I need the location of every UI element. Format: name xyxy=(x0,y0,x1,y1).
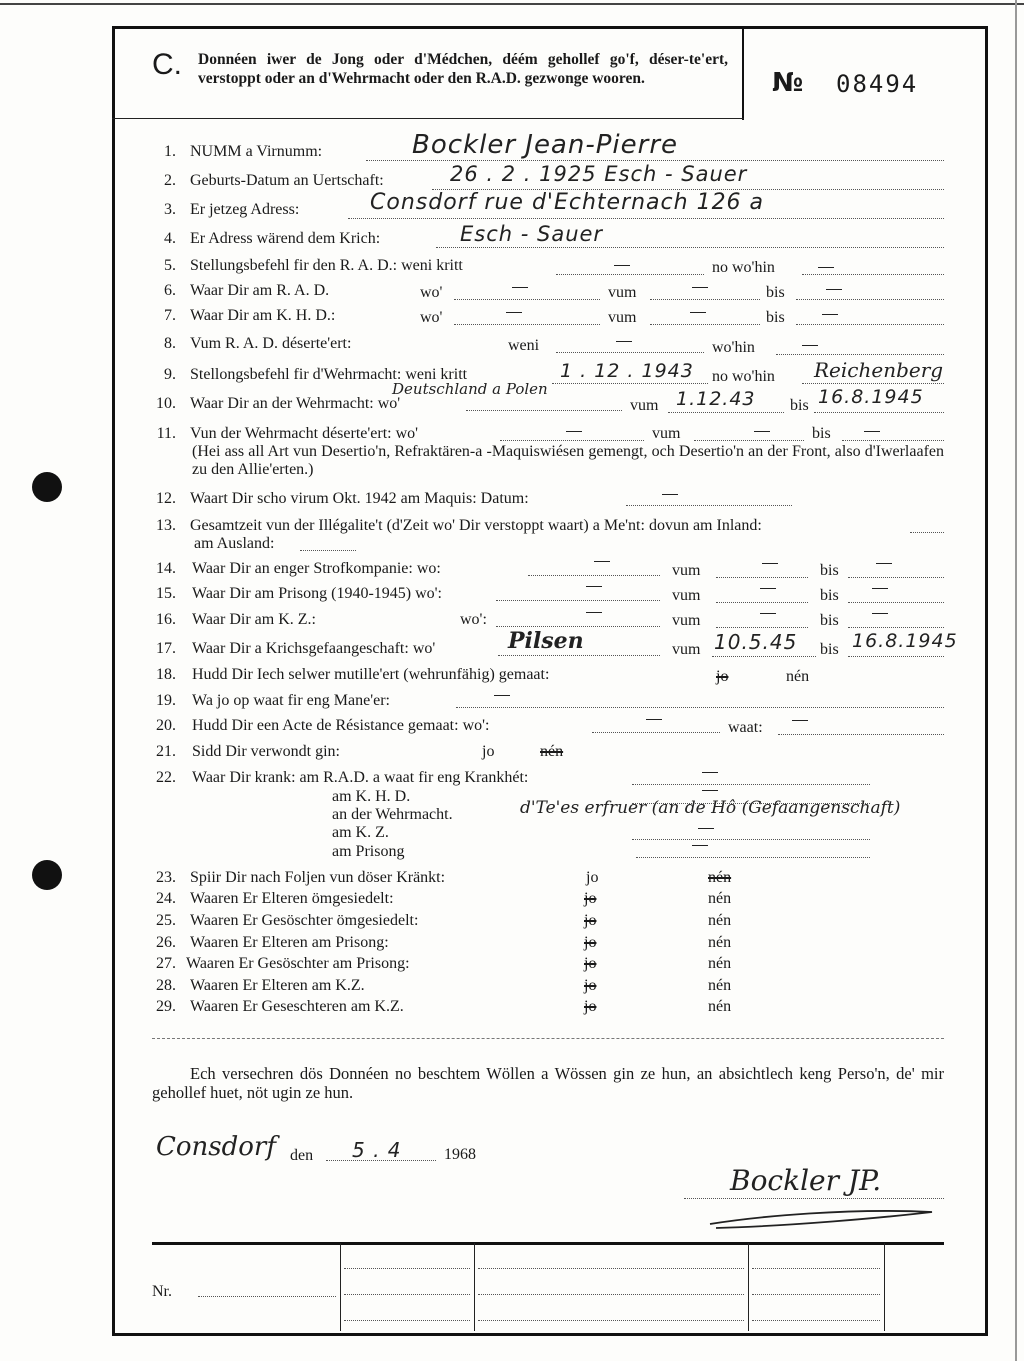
dash-mark xyxy=(864,431,880,432)
dash-mark xyxy=(872,613,888,614)
wehrmacht-destination-label: no wo'hin xyxy=(712,368,775,385)
signature-year: 1968 xyxy=(444,1146,476,1163)
footer-dotted-line xyxy=(478,1268,744,1269)
footer-dotted-line xyxy=(478,1294,744,1295)
row-number: 4. xyxy=(164,230,176,247)
dash-mark xyxy=(586,612,602,613)
row-number: 22. xyxy=(156,769,176,786)
no-option: nén xyxy=(708,998,732,1015)
footer-dotted-line xyxy=(752,1320,880,1321)
wehrmacht-where-line xyxy=(466,410,622,411)
dash-mark xyxy=(494,695,510,696)
dash-mark xyxy=(594,561,610,562)
no-option: nén xyxy=(786,668,810,685)
parents-kz-label: Waaren Er Elteren am K.Z. xyxy=(190,977,365,994)
resistance-label: Hudd Dir een Acte de Résistance gemaat: wo': xyxy=(192,717,490,734)
row-number: 29. xyxy=(156,998,176,1015)
until-line xyxy=(848,627,944,628)
footer-dotted-line xyxy=(344,1294,470,1295)
dash-mark xyxy=(802,345,818,346)
rad-desertion-label: Vum R. A. D. déserte'ert: xyxy=(190,335,352,352)
header-text: Donnéen iwer de Jong oder d'Médchen, déém gehollef go'f, déser-te'ert, verstoppt oder an d'Wehrmacht oder den R.A.D. gezwonge wooren. xyxy=(198,51,728,87)
den-label: den xyxy=(290,1147,314,1164)
mutilation-manner-line xyxy=(456,707,944,708)
signature: Bockler JP. xyxy=(730,1164,882,1197)
where-line xyxy=(500,440,644,441)
address-value: Consdorf rue d'Echternach 126 a xyxy=(370,190,765,215)
birth-value: 26 . 2 . 1925 Esch - Sauer xyxy=(450,162,748,186)
declaration-separator xyxy=(152,1038,944,1039)
nr-line xyxy=(198,1296,336,1297)
address-line xyxy=(348,218,944,219)
resistance-what-line xyxy=(778,734,944,735)
until-line xyxy=(796,299,944,300)
until-label: bis xyxy=(812,425,831,442)
from-label: vum xyxy=(672,612,701,629)
punishment-company-label: Waar Dir an enger Strofkompanie: wo: xyxy=(192,560,441,577)
dash-mark xyxy=(698,828,714,829)
footer-divider xyxy=(748,1243,749,1331)
footer-dotted-line xyxy=(752,1268,880,1269)
until-line xyxy=(848,602,944,603)
dash-mark xyxy=(822,314,838,315)
from-line xyxy=(712,656,816,657)
sick-prison-line xyxy=(636,857,870,858)
where-line xyxy=(498,655,660,656)
resistance-where-line xyxy=(592,732,720,733)
number-symbol: № xyxy=(772,68,804,98)
declaration-text: Ech versechren dös Donnéen no beschtem Wöllen a Wössen gin ze hun, an absichtlech keng Perso'n, de' mir gehollef huet, nöt ugin ze hun. xyxy=(152,1064,944,1102)
row-number: 18. xyxy=(156,666,176,683)
row-number: 26. xyxy=(156,934,176,951)
row-number: 1. xyxy=(164,143,176,160)
no-option: nén xyxy=(708,955,732,972)
from-line xyxy=(716,602,808,603)
until-label: bis xyxy=(820,612,839,629)
yes-option-struck: jo xyxy=(716,668,729,685)
name-value: Bockler Jean-Pierre xyxy=(412,130,678,160)
row-number: 23. xyxy=(156,869,176,886)
wehrmacht-where-value: Deutschland a Polen xyxy=(392,380,548,398)
row-number: 19. xyxy=(156,692,176,709)
row-number: 13. xyxy=(156,517,176,534)
yes-option-struck: jo xyxy=(584,955,597,972)
signature-flourish xyxy=(700,1198,940,1232)
until-label: bis xyxy=(790,397,809,414)
footer-dotted-line xyxy=(344,1320,470,1321)
from-line xyxy=(716,577,808,578)
dash-mark xyxy=(692,845,708,846)
destination-line xyxy=(776,354,944,355)
where-label: wo': xyxy=(460,611,487,628)
row-number: 12. xyxy=(156,490,176,507)
siblings-resettled-label: Waaren Er Gesöschter ömgesiedelt: xyxy=(190,912,419,929)
row-number: 10. xyxy=(156,395,176,412)
war-address-label: Er Adress wärend dem Krich: xyxy=(190,230,381,247)
inland-line xyxy=(910,532,944,533)
self-mutilation-label: Hudd Dir Iech selwer mutille'ert (wehrunfähig) gemaat: xyxy=(192,666,550,683)
dash-mark xyxy=(760,613,776,614)
where-line xyxy=(454,324,600,325)
row-number: 3. xyxy=(164,201,176,218)
rad-destination-line xyxy=(802,274,944,275)
rad-destination-label: no wo'hin xyxy=(712,259,775,276)
maquis-line xyxy=(626,505,792,506)
wounded-label: Sidd Dir verwondt gin: xyxy=(192,743,340,760)
siblings-kz-label: Waaren Er Geseschteren am K.Z. xyxy=(190,998,404,1015)
wehrmacht-until-value: 16.8.1945 xyxy=(818,386,924,408)
rad-order-line xyxy=(556,274,704,275)
punch-hole-bottom xyxy=(32,860,62,890)
name-label: NUMM a Virnumm: xyxy=(190,143,323,160)
row-number: 2. xyxy=(164,172,176,189)
dash-mark xyxy=(762,563,778,564)
khd-service-label: Waar Dir am K. H. D.: xyxy=(190,307,336,324)
rad-service-label: Waar Dir am R. A. D. xyxy=(190,282,330,299)
mutilation-manner-label: Wa jo op waat fir eng Mane'er: xyxy=(192,692,390,709)
prison-label: Waar Dir am Prisong (1940-1945) wo': xyxy=(192,585,442,602)
row-number: 11. xyxy=(156,425,176,442)
from-label: vum xyxy=(630,397,659,414)
until-line xyxy=(814,412,944,413)
wehrmacht-order-date: 1 . 12 . 1943 xyxy=(560,360,694,382)
until-line xyxy=(842,440,944,441)
header-bottom-rule xyxy=(112,118,744,119)
punch-hole-top xyxy=(32,472,62,502)
war-address-value: Esch - Sauer xyxy=(460,222,604,246)
until-label: bis xyxy=(766,284,785,301)
until-label: bis xyxy=(820,562,839,579)
row-number: 15. xyxy=(156,585,176,602)
sick-kz-line xyxy=(632,839,870,840)
footer-divider xyxy=(340,1243,341,1331)
from-label: vum xyxy=(608,309,637,326)
wehrmacht-desertion-label: Vun der Wehrmacht déserte'ert: wo' xyxy=(190,425,419,442)
sick-label: Waar Dir krank: am R.A.D. a waat fir eng Krankhét: xyxy=(192,769,529,786)
dash-mark xyxy=(662,494,678,495)
dash-mark xyxy=(566,431,582,432)
sick-khd-label: am K. H. D. xyxy=(332,788,411,805)
captivity-until-value: 16.8.1945 xyxy=(852,630,958,652)
birth-label: Geburts-Datum an Uertschaft: xyxy=(190,172,384,189)
wehrmacht-from-value: 1.12.43 xyxy=(676,388,756,410)
rad-order-label: Stellungsbefehl fir den R. A. D.: weni kritt xyxy=(190,257,463,274)
row-number: 25. xyxy=(156,912,176,929)
destination-label: wo'hin xyxy=(712,339,755,356)
header-separator xyxy=(742,26,744,120)
yes-option: jo xyxy=(586,869,599,886)
row-number: 28. xyxy=(156,977,176,994)
footer-divider xyxy=(474,1243,475,1331)
dash-mark xyxy=(702,772,718,773)
signature-place: Consdorf xyxy=(156,1132,276,1162)
illness-consequences-label: Spiir Dir nach Foljen vun döser Kränkt: xyxy=(190,869,446,886)
from-label: vum xyxy=(672,587,701,604)
where-label: wo' xyxy=(420,309,443,326)
dash-mark xyxy=(692,287,708,288)
kz-label: Waar Dir am K. Z.: xyxy=(192,611,316,628)
dash-mark xyxy=(818,267,834,268)
row-number: 21. xyxy=(156,743,176,760)
siblings-prison-label: Waaren Er Gesöschter am Prisong: xyxy=(186,955,410,972)
from-label: vum xyxy=(672,641,701,658)
signature-date: 5 . 4 xyxy=(352,1138,402,1162)
footer-dotted-line xyxy=(478,1320,744,1321)
wehrmacht-destination-line xyxy=(802,383,944,384)
dash-mark xyxy=(754,431,770,432)
wehrmacht-service-label: Waar Dir an der Wehrmacht: wo' xyxy=(190,395,401,412)
until-line xyxy=(848,656,944,657)
from-label: vum xyxy=(608,284,637,301)
scan-top-edge xyxy=(0,3,1024,5)
from-line xyxy=(716,627,808,628)
sick-wehrmacht-value: d'Te'es erfruer (an de Hô (Gefaangenschaft) xyxy=(520,798,901,818)
footer-dotted-line xyxy=(752,1294,880,1295)
maquis-label: Waart Dir scho virum Okt. 1942 am Maquis: Datum: xyxy=(190,490,529,507)
from-line xyxy=(668,412,784,413)
dash-mark xyxy=(614,265,630,266)
row-number: 9. xyxy=(164,366,176,383)
yes-option-struck: jo xyxy=(584,890,597,907)
from-line xyxy=(694,440,804,441)
sick-prison-label: am Prisong xyxy=(332,843,405,860)
war-address-line xyxy=(436,247,944,248)
no-option: nén xyxy=(708,912,732,929)
no-option-struck: nén xyxy=(540,743,564,760)
until-line xyxy=(796,324,944,325)
until-label: bis xyxy=(820,587,839,604)
row-number: 20. xyxy=(156,717,176,734)
wehrmacht-order-line xyxy=(552,383,708,384)
footer-top-rule xyxy=(152,1242,944,1245)
dash-mark xyxy=(876,563,892,564)
form-number: 08494 xyxy=(836,70,919,98)
dash-mark xyxy=(760,588,776,589)
yes-option-struck: jo xyxy=(584,977,597,994)
no-option: nén xyxy=(708,934,732,951)
dash-mark xyxy=(792,720,808,721)
yes-option-struck: jo xyxy=(584,934,597,951)
nr-label: Nr. xyxy=(152,1283,172,1300)
sick-rad-line xyxy=(632,784,870,785)
row-number: 24. xyxy=(156,890,176,907)
parents-prison-label: Waaren Er Elteren am Prisong: xyxy=(190,934,389,951)
row-number: 7. xyxy=(164,307,176,324)
no-option: nén xyxy=(708,977,732,994)
wehrmacht-order-label: Stellongsbefehl fir d'Wehrmacht: weni kritt xyxy=(190,366,468,383)
sick-wehrmacht-label: an der Wehrmacht. xyxy=(332,806,453,823)
dash-mark xyxy=(690,312,706,313)
dash-mark xyxy=(702,790,718,791)
until-line xyxy=(848,577,944,578)
dash-mark xyxy=(872,588,888,589)
row-number: 16. xyxy=(156,611,176,628)
row-number: 17. xyxy=(156,640,176,657)
from-label: vum xyxy=(652,425,681,442)
abroad-label: am Ausland: xyxy=(194,535,275,552)
abroad-line xyxy=(300,550,356,551)
sick-kz-label: am K. Z. xyxy=(332,824,389,841)
where-line xyxy=(528,575,660,576)
captivity-from-value: 10.5.45 xyxy=(714,630,798,654)
row-number: 6. xyxy=(164,282,176,299)
until-label: bis xyxy=(766,309,785,326)
dash-mark xyxy=(616,341,632,342)
when-line xyxy=(556,352,704,353)
dash-mark xyxy=(586,586,602,587)
form-letter: C. xyxy=(152,48,182,81)
yes-option: jo xyxy=(482,743,495,760)
dash-mark xyxy=(512,287,528,288)
address-label: Er jetzeg Adress: xyxy=(190,201,300,218)
desertion-note: (Hei ass all Art vun Desertio'n, Refraktären-a -Maquiswiésen gemengt, och Desertio'n an der Front, also d'Iwerlaafen zu den Allie'erten.) xyxy=(192,443,944,478)
row-number: 8. xyxy=(164,335,176,352)
row-number: 14. xyxy=(156,560,176,577)
from-line xyxy=(650,299,760,300)
no-option-struck: nén xyxy=(708,869,732,886)
scan-right-edge xyxy=(1015,0,1017,1361)
footer-dotted-line xyxy=(344,1268,470,1269)
when-label: weni xyxy=(508,337,540,354)
where-line xyxy=(496,626,660,627)
captivity-label: Waar Dir a Krichsgefaangeschaft: wo' xyxy=(192,640,436,657)
dash-mark xyxy=(646,719,662,720)
yes-option-struck: jo xyxy=(584,998,597,1015)
where-label: wo' xyxy=(420,284,443,301)
no-option: nén xyxy=(708,890,732,907)
where-line xyxy=(454,299,600,300)
name-line xyxy=(366,160,944,161)
from-line xyxy=(650,324,760,325)
wehrmacht-destination-value: Reichenberg xyxy=(814,358,944,382)
dash-mark xyxy=(506,312,522,313)
row-number: 27. xyxy=(156,955,176,972)
parents-resettled-label: Waaren Er Elteren ömgesiedelt: xyxy=(190,890,394,907)
until-label: bis xyxy=(820,641,839,658)
dash-mark xyxy=(826,289,842,290)
where-line xyxy=(496,600,660,601)
what-label: waat: xyxy=(728,719,763,736)
footer-divider xyxy=(884,1243,885,1331)
illegality-label: Gesamtzeit vun der Illégalite't (d'Zeit wo' Dir verstoppt waart) a Me'nt: dovun am Inland: xyxy=(190,517,762,534)
yes-option-struck: jo xyxy=(584,912,597,929)
captivity-where-value: Pilsen xyxy=(508,628,584,654)
row-number: 5. xyxy=(164,257,176,274)
from-label: vum xyxy=(672,562,701,579)
